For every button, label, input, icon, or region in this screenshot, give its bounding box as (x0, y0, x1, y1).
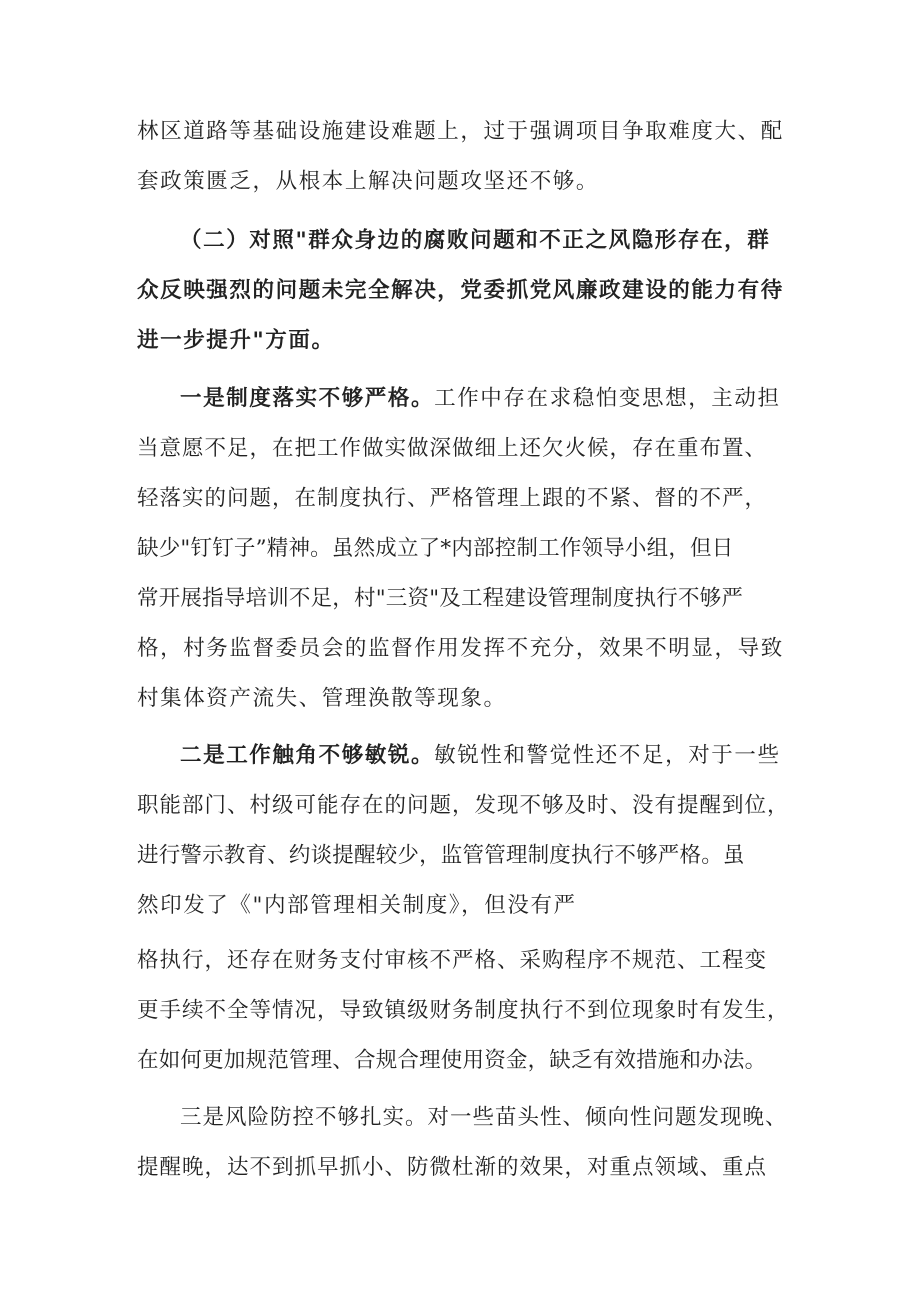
point-text: 敏锐性和警觉性还不足，对于一些 (434, 743, 781, 768)
paragraph-line: 林区道路等基础设施建设难题上，过于强调项目争取难度大、配 (137, 119, 784, 144)
paragraph-line: 然印发了《"内部管理相关制度》，但没有严 (137, 893, 577, 918)
paragraph-line: 职能部门、村级可能存在的问题，发现不够及时、没有提醒到位， (137, 793, 790, 818)
paragraph-line (180, 384, 840, 414)
point-text: 工作中存在求稳怕变思想，主动担 (434, 386, 781, 411)
paragraph-line: 进行警示教育、约谈提醒较少，监管管理制度执行不够严格。虽 (137, 843, 745, 868)
paragraph-line: 在如何更加规范管理、合规合理使用资金，缺乏有效措施和办法。 (137, 1048, 767, 1073)
paragraph-line: 村集体资产流失、管理涣散等现象。 (137, 686, 507, 711)
paragraph-line: 缺少"钉钉子”精神。虽然成立了*内部控制工作领导小组，但日 (137, 536, 734, 561)
paragraph-line: 当意愿不足，在把工作做实做深做细上还欠火候，存在重布置、 (137, 436, 768, 461)
paragraph-line: 套政策匮乏，从根本上解决问题攻坚还不够。 (137, 169, 600, 194)
section-heading-line: （二）对照"群众身边的腐败问题和不正之风隐形存在，群 (180, 228, 771, 253)
section-heading-line: 进一步提升"方面。 (137, 328, 335, 353)
paragraph-line: 轻落实的问题，在制度执行、严格管理上跟的不紧、督的不严， (137, 486, 768, 511)
point-title: 一是制度落实不够严格。 (180, 386, 435, 411)
section-heading-line: 众反映强烈的问题未完全解决，党委抓党风廉政建设的能力有待 (137, 278, 784, 303)
paragraph-line: 三是风险防控不够扎实。对一些苗头性、倾向性问题发现晚、 (180, 1105, 788, 1130)
paragraph-line (180, 741, 840, 771)
paragraph-line: 提醒晚，达不到抓早抓小、防微杜渐的效果，对重点领域、重点 (137, 1155, 768, 1180)
paragraph-line: 常开展指导培训不足，村"三资"及工程建设管理制度执行不够严 (137, 586, 744, 611)
paragraph-line: 格，村务监督委员会的监督作用发挥不充分，效果不明显，导致 (137, 636, 784, 661)
point-title: 二是工作触角不够敏锐。 (180, 743, 435, 768)
paragraph-line: 格执行，还存在财务支付审核不严格、采购程序不规范、工程变 (137, 948, 768, 973)
paragraph-line: 更手续不全等情况，导致镇级财务制度执行不到位现象时有发生， (137, 998, 790, 1023)
